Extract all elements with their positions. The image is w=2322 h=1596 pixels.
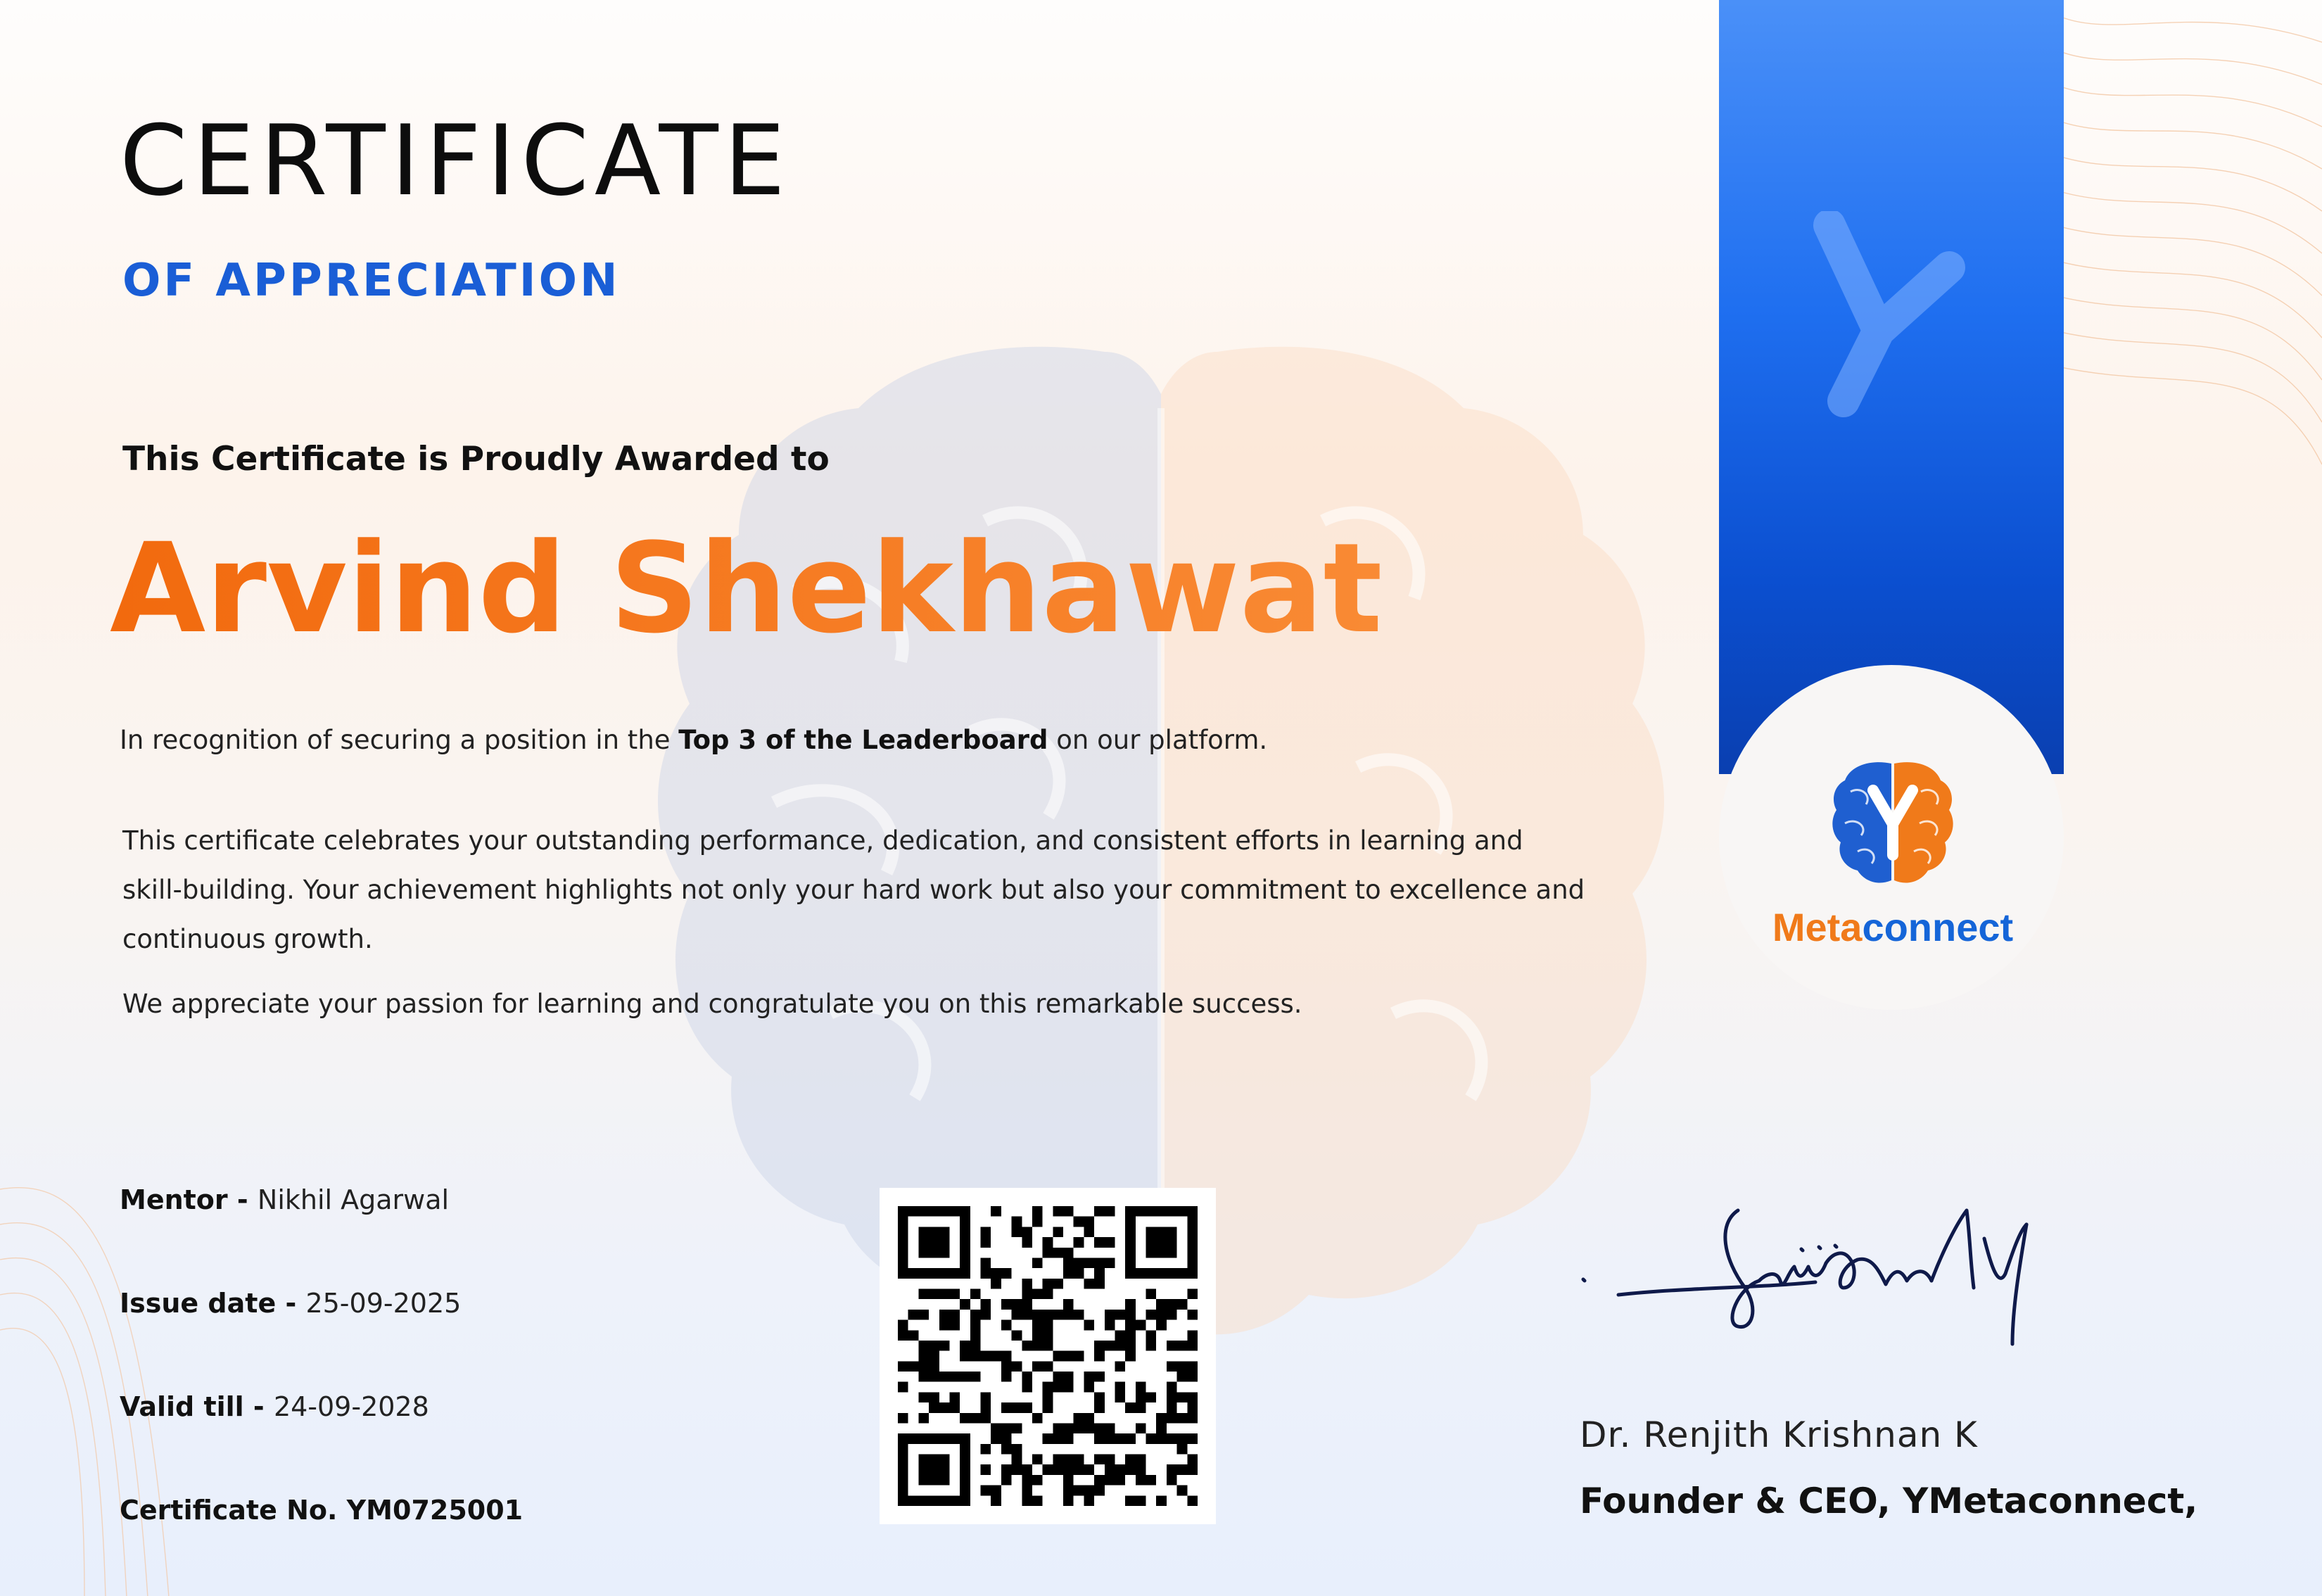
body-paragraph-1: This certificate celebrates your outstanding performance, dedication, and consistent efforts in learning and skill-building. Your achievement highlights not only your hard work but also your commitment to excellence and continuous growth. (122, 825, 1585, 954)
decorative-wave-lines-top (2055, 0, 2322, 493)
valid-till-line (120, 1391, 429, 1422)
mentor-line (120, 1184, 449, 1215)
recognition-line (120, 725, 1267, 755)
signatory-name: Dr. Renjith Krishnan K (1580, 1414, 1978, 1455)
signatory-role: Founder & CEO, YMetaconnect, (1580, 1481, 2198, 1521)
recognition-highlight: Top 3 of the Leaderboard (678, 725, 1048, 755)
certificate-subtitle: OF APPRECIATION (122, 255, 621, 307)
qr-code-icon (898, 1206, 1198, 1506)
body-paragraph-2: We appreciate your passion for learning and congratulate you on this remarkable success. (122, 989, 1302, 1019)
mentor-label: Mentor - (120, 1184, 258, 1215)
brand-logo-text (1763, 904, 2023, 950)
certificate-body (122, 816, 1586, 1029)
mentor-value: Nikhil Agarwal (257, 1184, 450, 1215)
ribbon-y-watermark-icon (1801, 211, 1970, 422)
issue-date-value: 25-09-2025 (305, 1288, 462, 1319)
valid-till-label: Valid till - (120, 1391, 274, 1422)
valid-till-value: 24-09-2028 (273, 1391, 429, 1422)
handwritten-signature (1576, 1182, 2125, 1365)
verification-qr-code[interactable] (880, 1188, 1216, 1524)
decorative-wave-lines-bottom (0, 1161, 366, 1596)
issue-date-label: Issue date - (120, 1288, 306, 1319)
certificate-number-line (120, 1495, 523, 1526)
brain-logo-icon (1829, 756, 1956, 890)
certificate-number: Certificate No. YM0725001 (120, 1495, 524, 1526)
recipient-name: Arvind Shekhawat (110, 517, 1383, 661)
issue-date-line (120, 1288, 461, 1319)
recognition-suffix: on our platform. (1048, 725, 1268, 755)
logo-text-meta: Meta (1772, 905, 1863, 949)
logo-text-connect: connect (1862, 905, 2014, 949)
awarded-line: This Certificate is Proudly Awarded to (122, 440, 830, 479)
certificate-title: CERTIFICATE (120, 104, 792, 217)
recognition-prefix: In recognition of securing a position in the (120, 725, 679, 755)
